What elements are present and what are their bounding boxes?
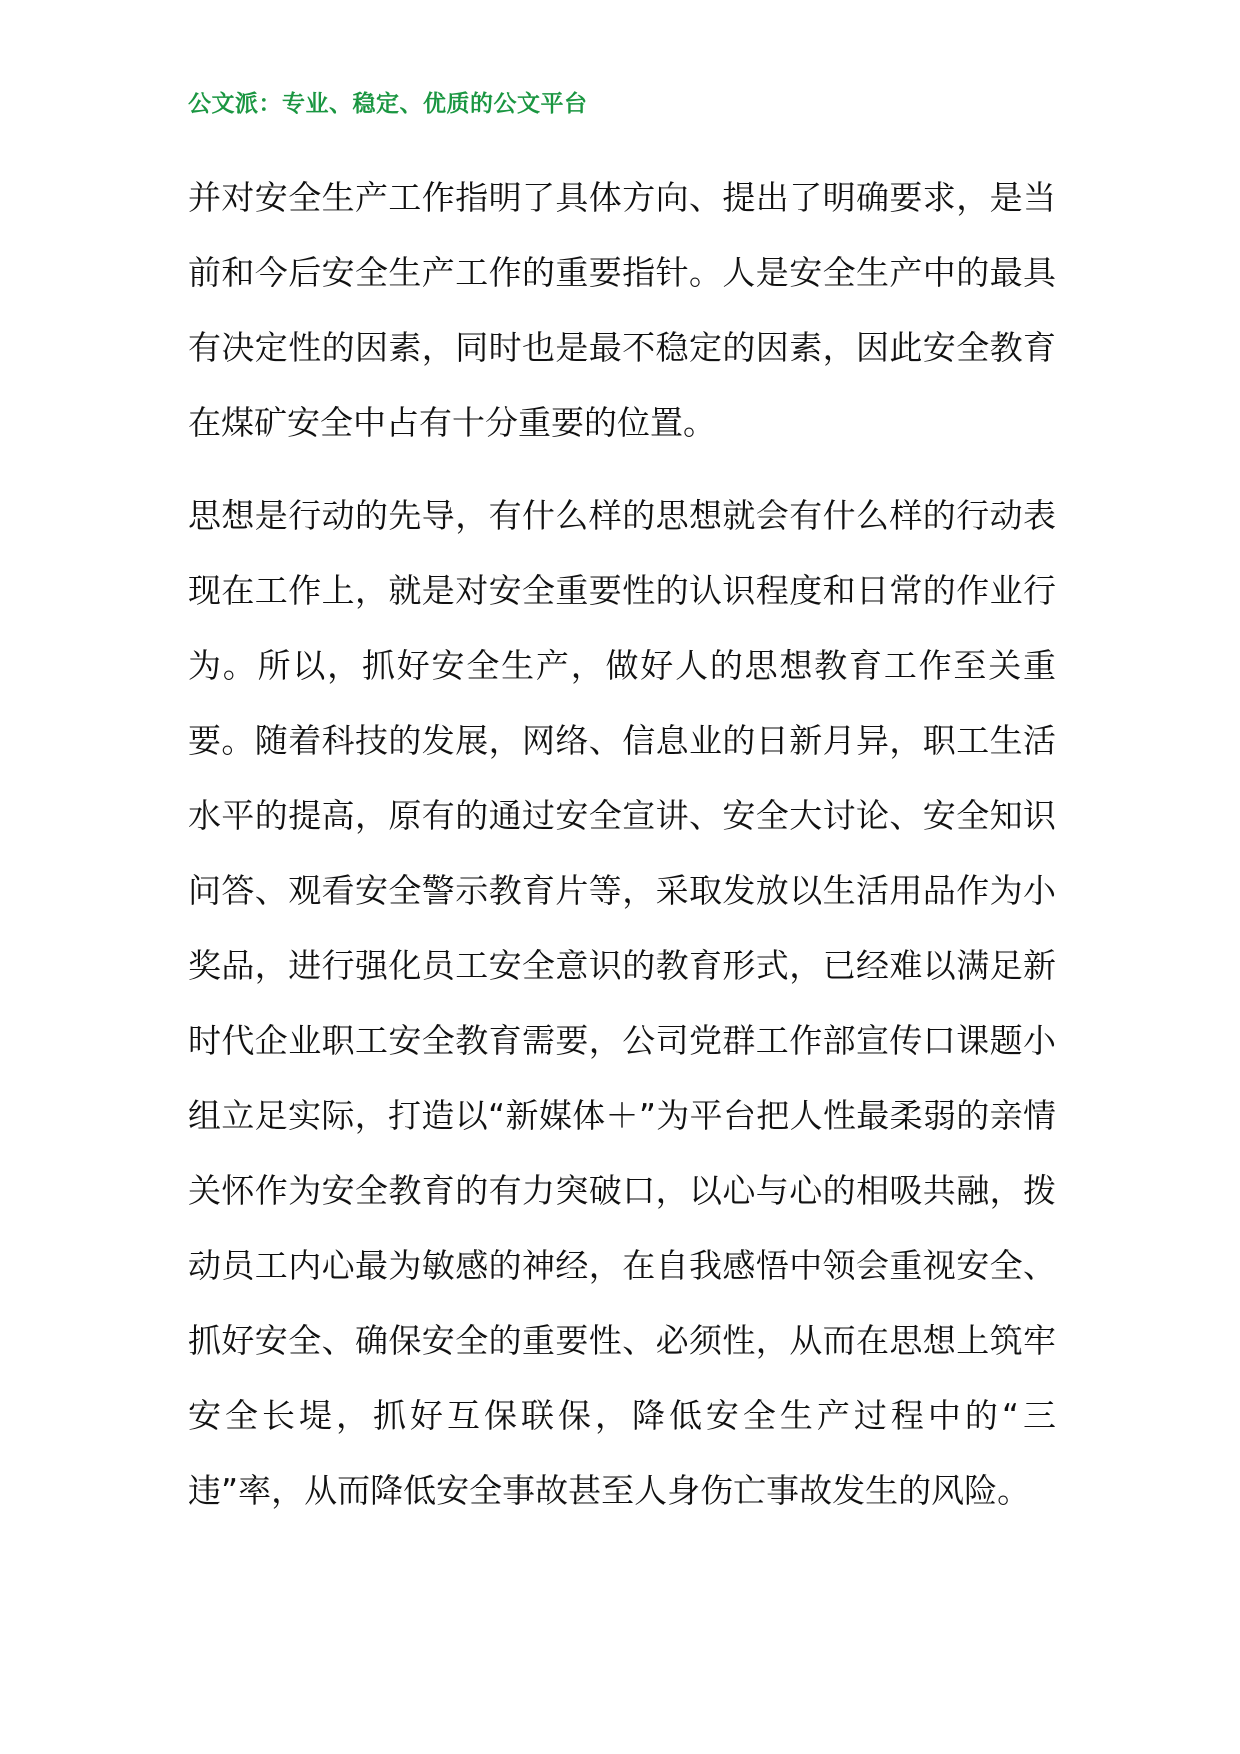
paragraph-2: 思想是行动的先导，有什么样的思想就会有什么样的行动表现在工作上，就是对安全重要性的认识程度和日常的作业行为。所以，抓好安全生产，做好人的思想教育工作至关重要。随着科技的发展，网络、信息业的日新月异，职工生活水平的提高，原有的通过安全宣讲、安全大讨论、安全知识问答、观看安全警示教育片等，采取发放以生活用品作为小奖品，进行强化员工安全意识的教育形式，已经难以满足新时代企业职工安全教育需要，公司党群工作部宣传口课题小组立足实际，打造以“新媒体＋”为平台把人性最柔弱的亲情关怀作为安全教育的有力突破口，以心与心的相吸共融，拨动员工内心最为敏感的神经，在自我感悟中领会重视安全、抓好安全、确保安全的重要性、必须性，从而在思想上筑牢安全长堤，抓好互保联保，降低安全生产过程中的“三违”率，从而降低安全事故甚至人身伤亡事故发生的风险。 — [188, 496, 1056, 1510]
paragraph-1: 并对安全生产工作指明了具体方向、提出了明确要求，是当前和今后安全生产工作的重要指针。人是安全生产中的最具有决定性的因素，同时也是最不稳定的因素，因此安全教育在煤矿安全中占有十分重要的位置。 — [188, 178, 1056, 442]
page-header: 公文派：专业、稳定、优质的公文平台 — [188, 90, 588, 117]
